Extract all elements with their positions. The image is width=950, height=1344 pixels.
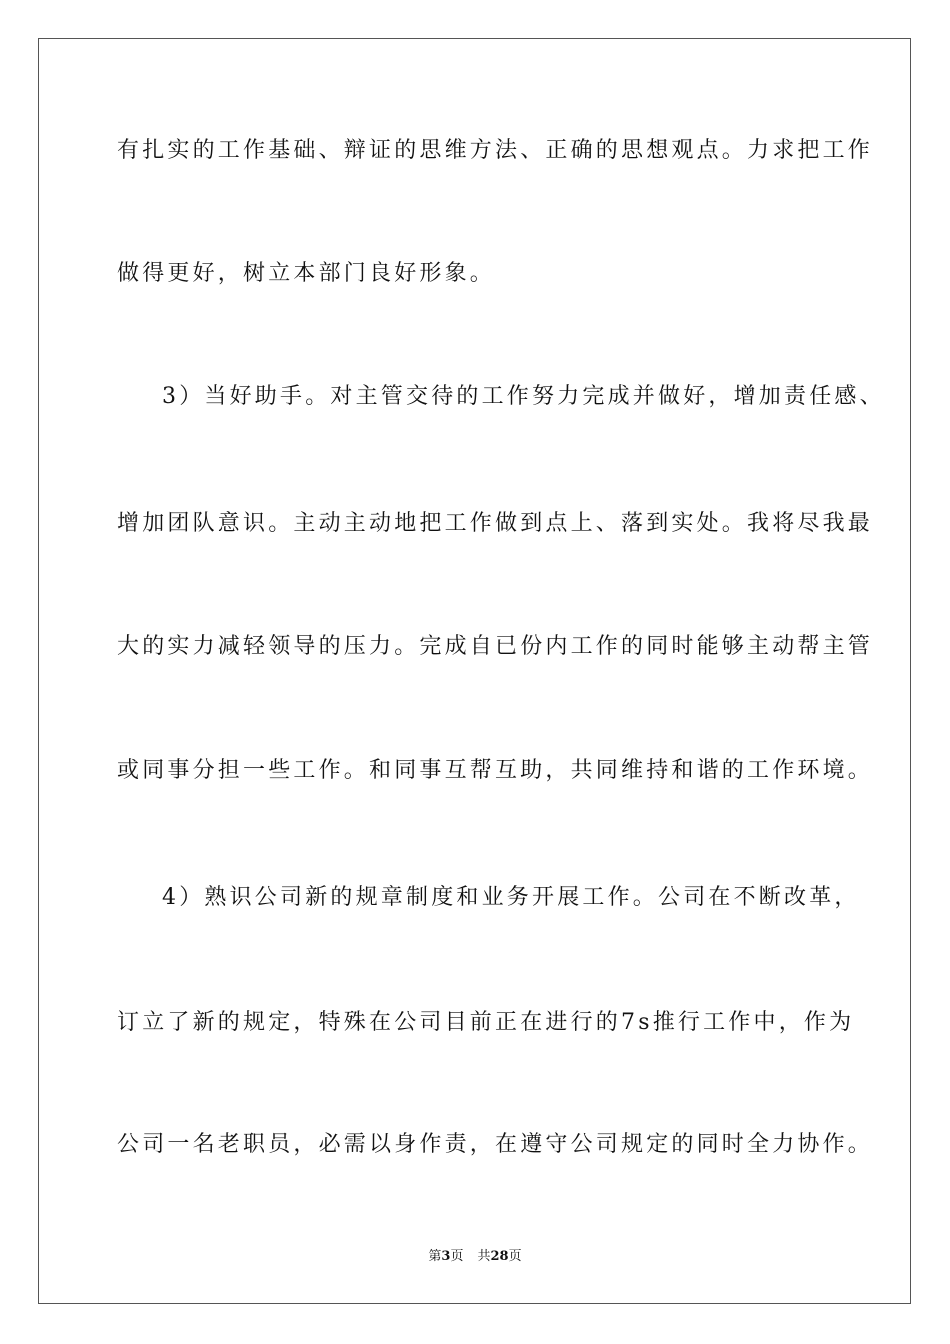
total-suffix: 页 [508,1249,522,1264]
page-footer [0,1248,950,1266]
text-line: 订立了新的规定，特殊在公司目前正在进行的7s推行工作中，作为 [117,1010,855,1035]
text-line: 有扎实的工作基础、辩证的思维方法、正确的思想观点。力求把工作 [117,138,874,163]
text-line: 公司一名老职员，必需以身作责，在遵守公司规定的同时全力协作。 [117,1132,874,1157]
text-line: 做得更好，树立本部门良好形象。 [117,261,496,286]
total-prefix: 共 [477,1249,491,1264]
text-line: 增加团队意识。主动主动地把工作做到点上、落到实处。我将尽我最 [117,511,874,536]
page-prefix: 第 [428,1249,442,1264]
page-border [38,38,911,1304]
text-line: 或同事分担一些工作。和同事互帮互助，共同维持和谐的工作环境。 [117,758,874,783]
total-page-count: 28 [490,1249,509,1264]
text-line: 4）熟识公司新的规章制度和业务开展工作。公司在不断改革， [162,885,860,910]
current-page-number: 3 [441,1249,451,1264]
text-line: 3）当好助手。对主管交待的工作努力完成并做好，增加责任感、 [162,384,885,409]
page-suffix: 页 [450,1249,464,1264]
text-line: 大的实力减轻领导的压力。完成自已份内工作的同时能够主动帮主管 [117,634,874,659]
